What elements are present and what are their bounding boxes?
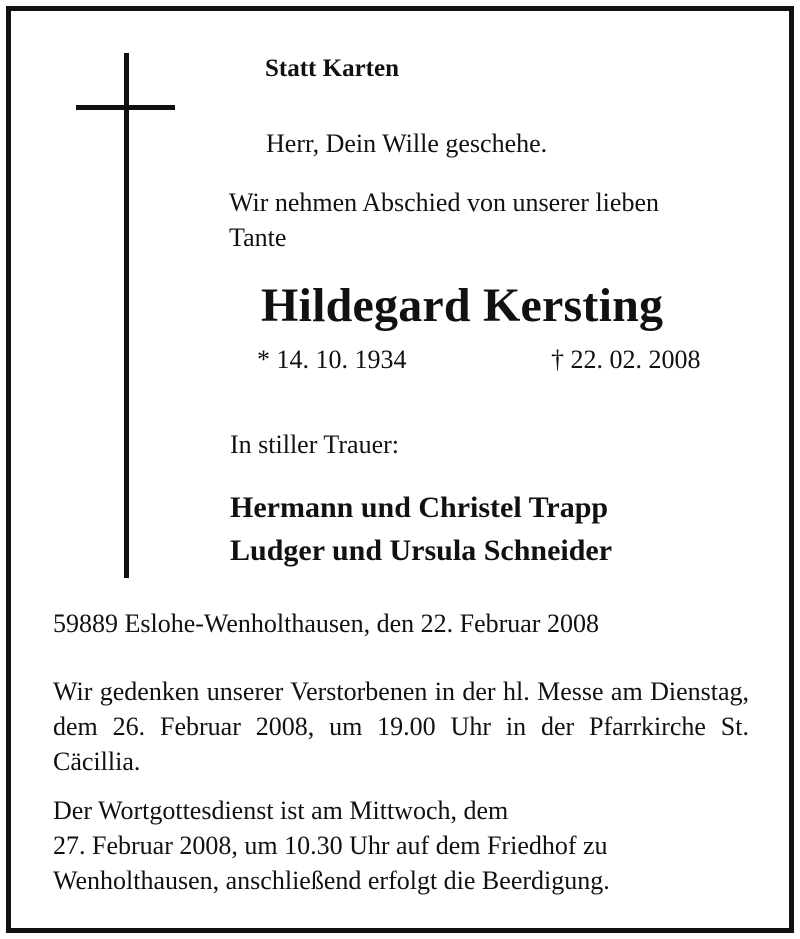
mass-announcement: Wir gedenken unserer Verstorbenen in der hl. Messe am Dienstag, dem 26. Februar 2008, um 19.00 Uhr in der Pfarrkirche St. Cäcillia. xyxy=(53,677,749,776)
cross-horizontal-beam xyxy=(76,105,175,110)
service-announcement xyxy=(53,793,749,898)
notice-heading: Statt Karten xyxy=(265,55,399,82)
mourning-label: In stiller Trauer: xyxy=(230,430,399,459)
obituary-notice xyxy=(6,6,794,933)
service-line-1: Der Wortgottesdienst ist am Mittwoch, dem xyxy=(53,796,509,825)
bible-verse: Herr, Dein Wille geschehe. xyxy=(266,129,548,158)
birth-date: * 14. 10. 1934 xyxy=(257,345,407,374)
service-line-3: Wenholthausen, anschließend erfolgt die Beerdigung. xyxy=(53,866,610,895)
place-and-date: 59889 Eslohe-Wenholthausen, den 22. Februar 2008 xyxy=(53,609,599,638)
family-member: Ludger und Ursula Schneider xyxy=(230,534,613,567)
deceased-name: Hildegard Kersting xyxy=(261,279,664,332)
death-date: † 22. 02. 2008 xyxy=(551,345,701,374)
intro-text xyxy=(229,185,759,255)
cross-vertical-beam xyxy=(124,53,129,578)
service-line-2: 27. Februar 2008, um 10.30 Uhr auf dem Friedhof zu xyxy=(53,831,608,860)
intro-line-1: Wir nehmen Abschied von unserer lieben xyxy=(229,188,659,217)
family-list xyxy=(230,486,612,572)
intro-line-2: Tante xyxy=(229,223,287,252)
family-member: Hermann und Christel Trapp xyxy=(230,491,609,524)
